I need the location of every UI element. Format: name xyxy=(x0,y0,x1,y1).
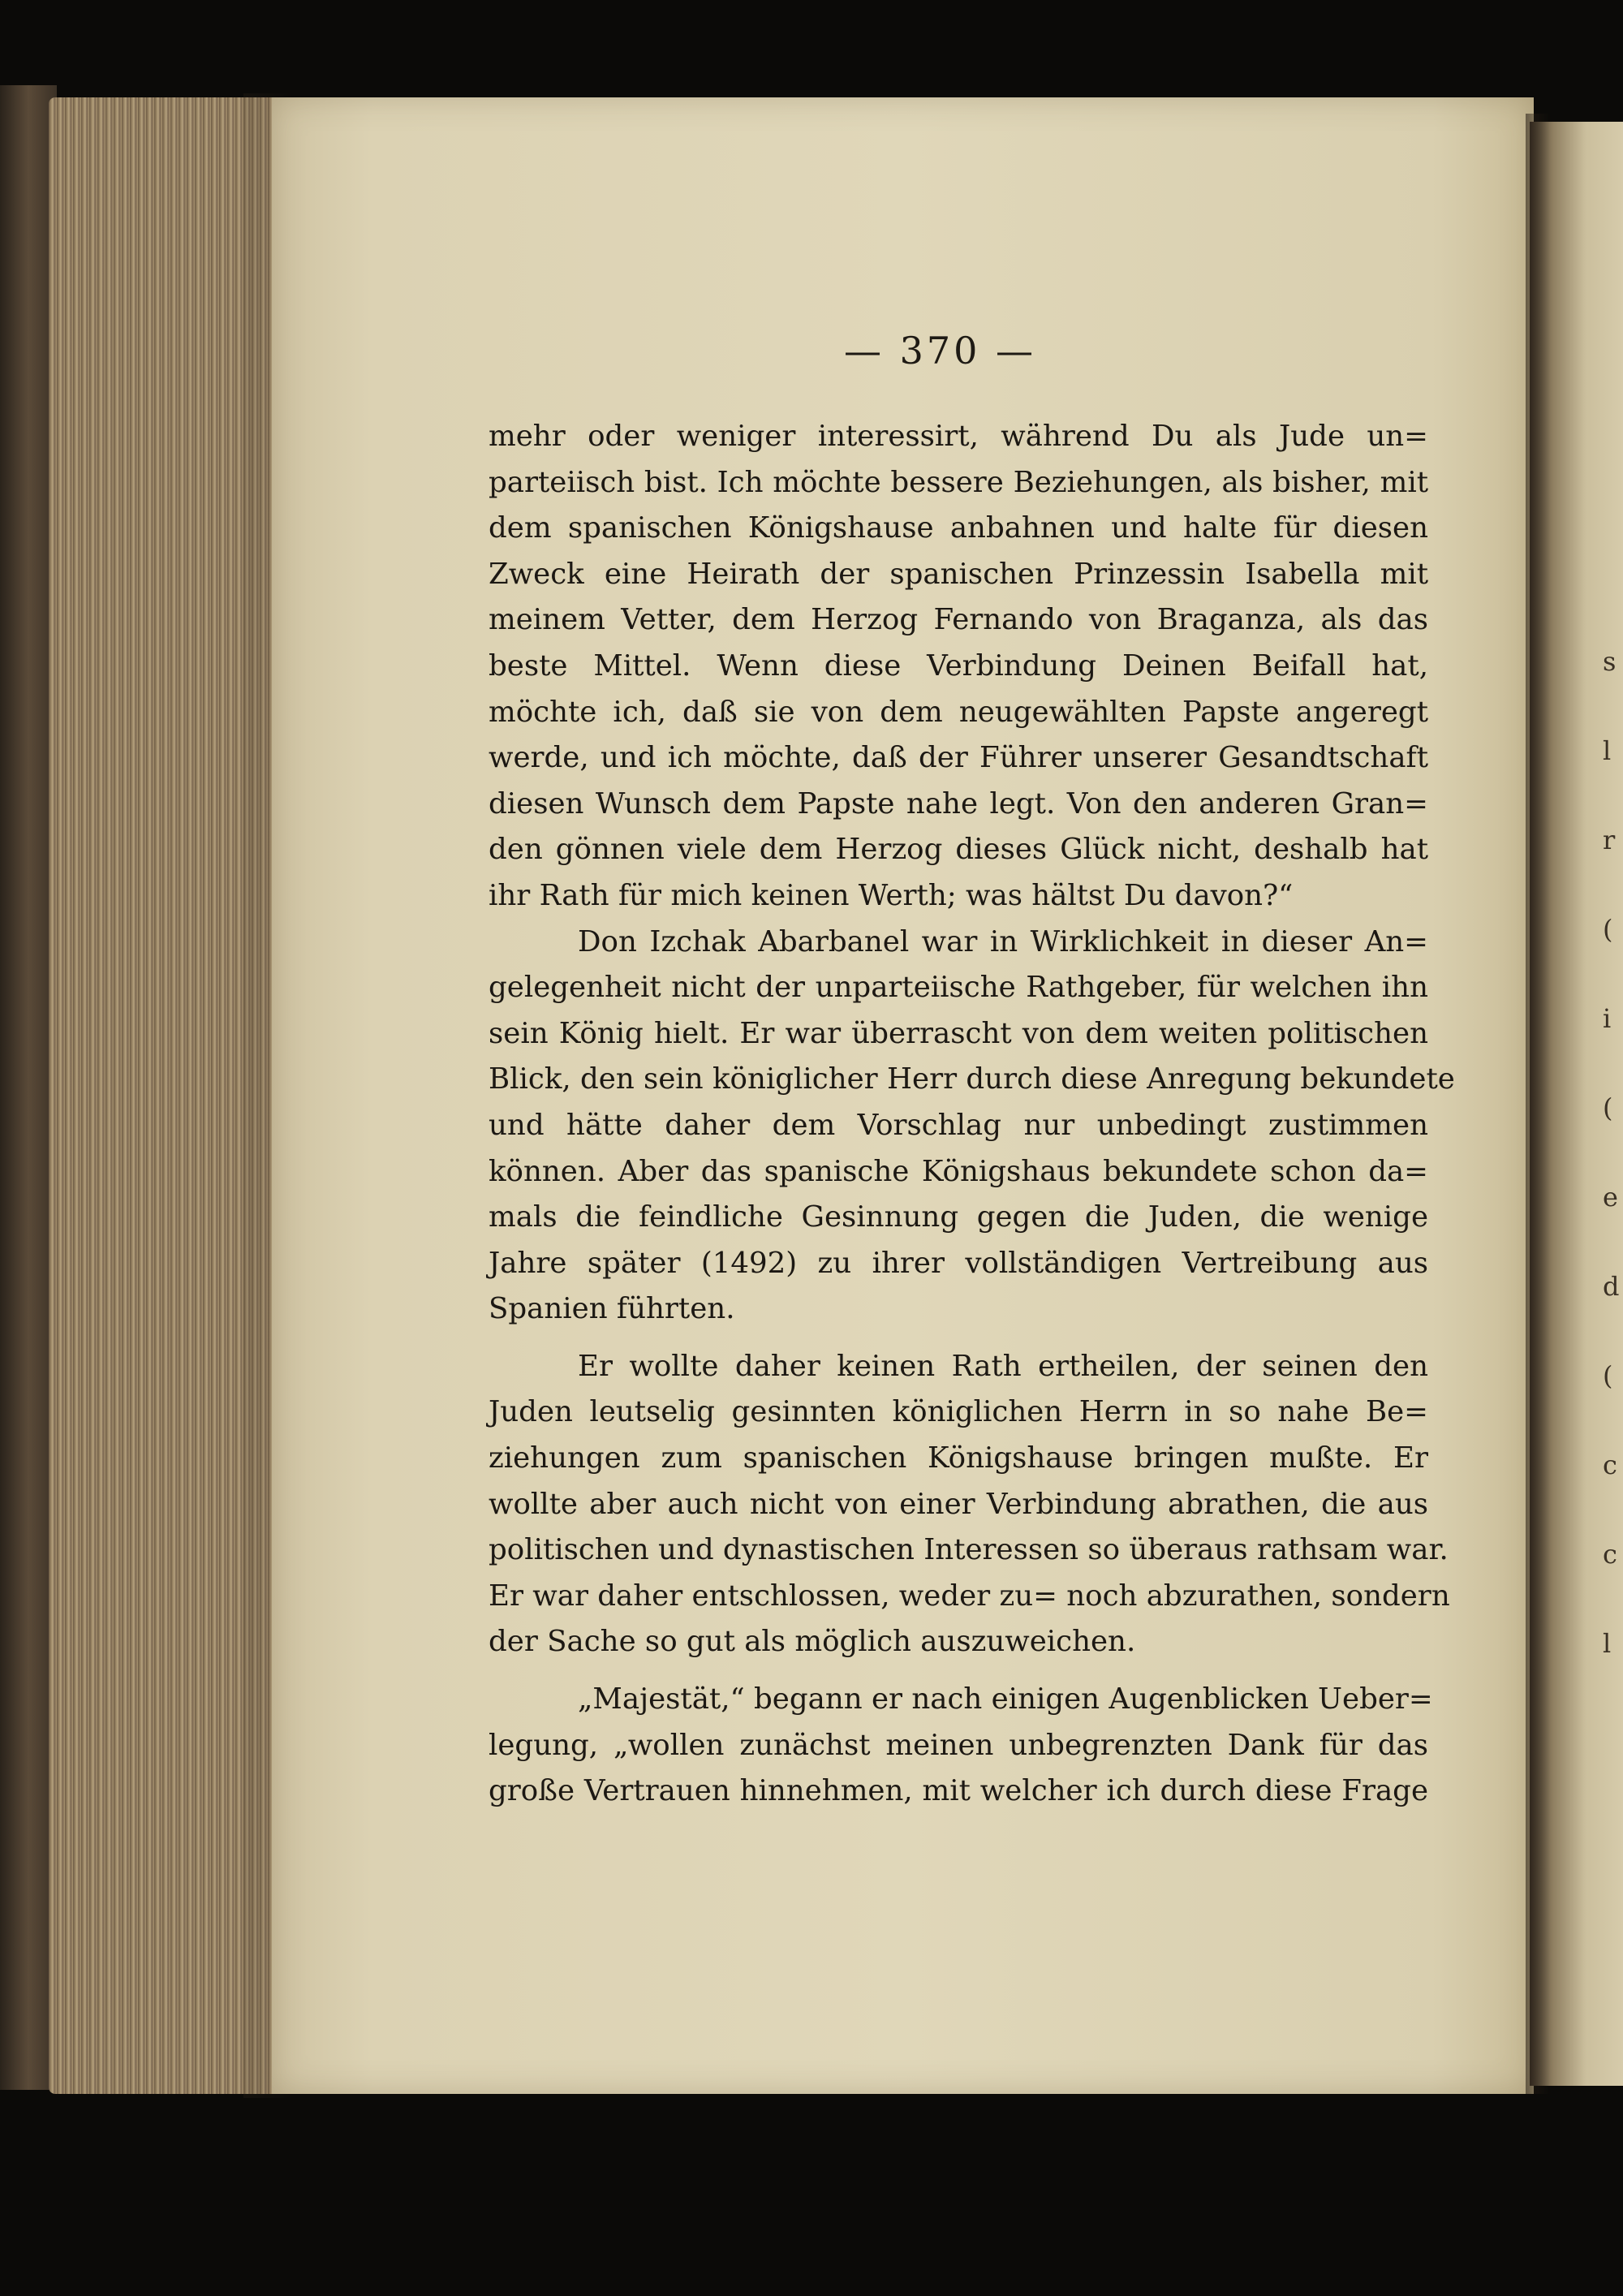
text-line: große Vertrauen hinnehmen, mit welcher ich durch diese Frage xyxy=(489,1774,1428,1808)
page-number: — 370 — xyxy=(844,329,1037,373)
body-text xyxy=(489,414,1455,1815)
text-line: legung, „wollen zunächst meinen unbegrenzten Dank für das xyxy=(489,1728,1428,1762)
facing-page-fragments xyxy=(1603,617,1623,1688)
text-line: ihr Rath für mich keinen Werth; was hältst Du davon?“ xyxy=(489,878,1294,912)
text-line: Juden leutselig gesinnten königlichen Herrn in so nahe Be= xyxy=(489,1395,1428,1429)
text-line: der Sache so gut als möglich auszuweichen. xyxy=(489,1625,1136,1659)
paragraph-gap xyxy=(489,1333,1428,1344)
page-gutter xyxy=(1526,114,1550,2094)
fragment-glyph: l xyxy=(1603,1628,1612,1659)
text-line: Spanien führten. xyxy=(489,1292,735,1326)
paragraph-gap xyxy=(489,1665,1428,1677)
fragment-glyph: c xyxy=(1603,1450,1617,1480)
text-line: dem spanischen Königshause anbahnen und halte für diesen xyxy=(489,511,1428,545)
fragment-glyph: e xyxy=(1603,1182,1618,1213)
fragment-glyph: i xyxy=(1603,1003,1612,1034)
text-line: mehr oder weniger interessirt, während Du als Jude un= xyxy=(489,420,1428,453)
text-line: Zweck eine Heirath der spanischen Prinzessin Isabella mit xyxy=(489,557,1428,591)
text-line: wollte aber auch nicht von einer Verbindung abrathen, die aus xyxy=(489,1487,1428,1521)
text-line: Jahre später (1492) zu ihrer vollständigen Vertreibung aus xyxy=(489,1246,1428,1280)
text-line: parteiisch bist. Ich möchte bessere Beziehungen, als bisher, mit xyxy=(489,465,1428,499)
text-line: politischen und dynastischen Interessen so überaus rathsam war. xyxy=(489,1533,1449,1567)
fragment-glyph: l xyxy=(1603,735,1612,766)
fragment-glyph: r xyxy=(1603,825,1616,855)
text-line: den gönnen viele dem Herzog dieses Glück nicht, deshalb hat xyxy=(489,833,1428,867)
text-line: diesen Wunsch dem Papste nahe legt. Von den anderen Gran= xyxy=(489,786,1428,821)
fragment-glyph: ( xyxy=(1603,1092,1613,1123)
text-line: möchte ich, daß sie von dem neugewählten Papste angeregt xyxy=(489,695,1428,729)
text-line: können. Aber das spanische Königshaus bekundete schon da= xyxy=(489,1154,1428,1188)
text-line: „Majestät,“ begann er nach einigen Augenblicken Ueber= xyxy=(578,1682,1433,1717)
text-line: Er war daher entschlossen, weder zu= noch abzurathen, sondern xyxy=(489,1579,1450,1613)
text-line: Blick, den sein königlicher Herr durch diese Anregung bekundete xyxy=(489,1062,1455,1096)
text-line: und hätte daher dem Vorschlag nur unbedingt zustimmen xyxy=(489,1108,1428,1142)
fragment-glyph: ( xyxy=(1603,1360,1613,1391)
text-line: gelegenheit nicht der unparteiische Rathgeber, für welchen ihn xyxy=(489,971,1428,1005)
text-line: werde, und ich möchte, daß der Führer unserer Gesandtschaft xyxy=(489,741,1428,775)
fragment-glyph: ( xyxy=(1603,914,1613,945)
fragment-glyph: d xyxy=(1603,1271,1620,1302)
text-line: Er wollte daher keinen Rath ertheilen, der seinen den xyxy=(578,1349,1428,1383)
fragment-glyph: s xyxy=(1603,646,1617,677)
text-line: mals die feindliche Gesinnung gegen die Juden, die wenige xyxy=(489,1200,1428,1234)
text-line: meinem Vetter, dem Herzog Fernando von Braganza, als das xyxy=(489,603,1428,637)
text-line: Don Izchak Abarbanel war in Wirklichkeit in dieser An= xyxy=(578,924,1428,958)
text-line: sein König hielt. Er war überrascht von dem weiten politischen xyxy=(489,1016,1428,1050)
text-line: beste Mittel. Wenn diese Verbindung Deinen Beifall hat, xyxy=(489,648,1428,683)
fragment-glyph: c xyxy=(1603,1539,1617,1570)
text-line: ziehungen zum spanischen Königshause bringen mußte. Er xyxy=(489,1441,1428,1475)
